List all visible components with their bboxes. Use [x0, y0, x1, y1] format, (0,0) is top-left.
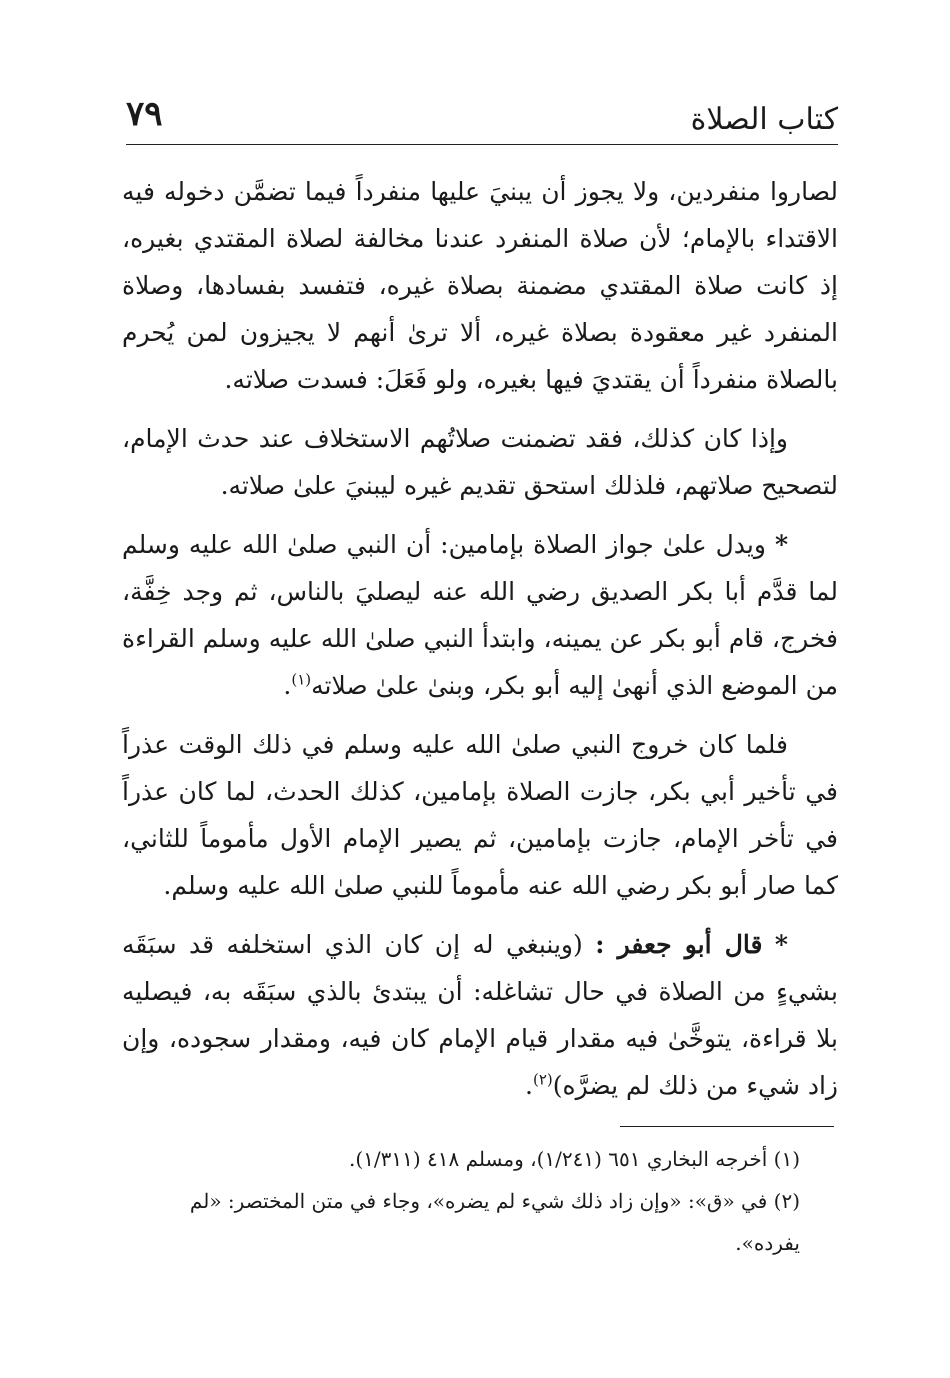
running-header [126, 92, 838, 145]
star-marker: * [774, 930, 788, 959]
speaker-label: قال أبو جعفر : [595, 930, 763, 959]
star-marker: * [774, 530, 789, 559]
paragraph-end: . [283, 671, 292, 700]
footnote-ref-1: (١) [291, 670, 312, 689]
paragraph-4 [122, 721, 838, 909]
paragraph-text: (وينبغي له إن كان الذي استخلفه قد سبَقَه بشيءٍ من الصلاة في حال تشاغله: أن يبتدئ بالذي سبَقَه به، فيصليه بلا قراءة، يتوخَّىٰ فيه مقدار قيام الإمام كان فيه، ومقدار سجوده، وإن زاد شيء من ذلك لم يضرَّه) [122, 930, 838, 1100]
paragraph-text: ويدل علىٰ جواز الصلاة بإمامين: أن النبي صلىٰ الله عليه وسلم لما قدَّم أبا بكر الصديق رضي الله عنه ليصليَ بالناس، ثم وجد خِفَّة، فخرج، قام أبو بكر عن يمينه، وابتدأ النبي صلىٰ الله عليه وسلم القراءة من الموضع الذي أنهىٰ إليه أبو بكر، وبنىٰ علىٰ صلاته [122, 530, 838, 700]
paragraph-3 [122, 521, 838, 709]
footnotes [126, 1138, 800, 1264]
paragraph-1 [122, 168, 838, 403]
paragraph-5 [122, 921, 838, 1109]
paragraph-text: وإذا كان كذلك، فقد تضمنت صلاتُهم الاستخلاف عند حدث الإمام، لتصحيح صلاتهم، فلذلك استحق تقديم غيره ليبنيَ علىٰ صلاته. [122, 424, 838, 500]
paragraph-text: لصاروا منفردين، ولا يجوز أن يبنيَ عليها منفرداً فيما تضمَّن دخوله فيه الاقتداء بالإمام؛ لأن صلاة المنفرد عندنا مخالفة لصلاة المقتدي بغيره، إذ كانت صلاة المقتدي مضمنة بصلاة غيره، فتفسد بفسادها، وصلاة المنفرد غير معقودة بصلاة غيره، ألا ترىٰ أنهم لا يجيزون لمن يُحرم بالصلاة منفرداً أن يقتديَ فيها بغيره، ولو فَعَلَ: فسدت صلاته. [122, 177, 838, 394]
book-title: كتاب الصلاة [690, 102, 838, 137]
paragraph-end: . [525, 1071, 533, 1100]
footnote-ref-2: (٢) [533, 1070, 553, 1089]
main-text [122, 168, 838, 1121]
footnote-2: (٢) في «ق»: «وإن زاد ذلك شيء لم يضره»، وجاء في متن المختصر: «لم يفرده». [189, 1189, 800, 1255]
paragraph-2 [122, 415, 838, 509]
paragraph-text: فلما كان خروج النبي صلىٰ الله عليه وسلم في ذلك الوقت عذراً في تأخير أبي بكر، جازت الصلاة بإمامين، كذلك الحدث، لما كان عذراً في تأخر الإمام، جازت بإمامين، ثم يصير الإمام الأول مأموماً للثاني، كما صار أبو بكر رضي الله عنه مأموماً للنبي صلىٰ الله عليه وسلم. [122, 730, 838, 900]
footnote-separator [620, 1126, 834, 1127]
page-number: ٧٩ [126, 94, 163, 134]
footnote-1: (١) أخرجه البخاري ٦٥١ (١/٢٤١)، ومسلم ٤١٨ (١/٣١١). [348, 1147, 800, 1171]
